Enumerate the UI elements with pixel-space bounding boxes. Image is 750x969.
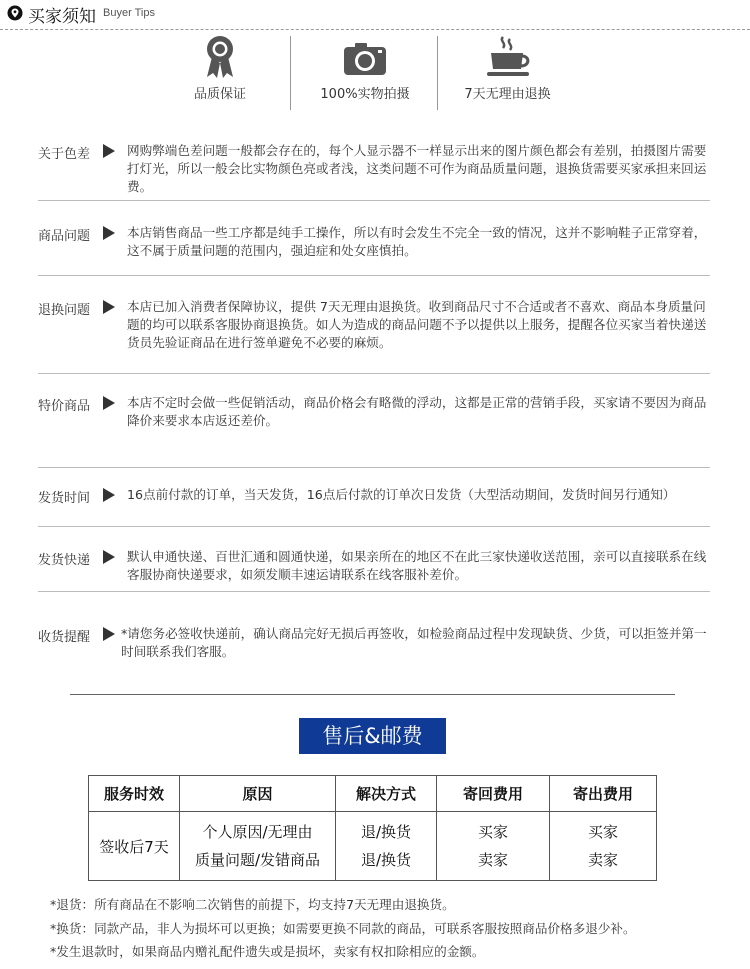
reason-value: 质量问题/发错商品 [194, 851, 321, 869]
solution-value: 退/换货 [360, 823, 412, 841]
tip-text: 本店不定时会做一些促销活动，商品价格会有略微的浮动，这都是正常的营销手段，买家请不要因为商品降价来要求本店返还差价。 [127, 395, 707, 428]
send-fee-value: 买家 [587, 823, 618, 841]
reason-value: 个人原因/无理由 [202, 823, 313, 841]
row-divider [38, 275, 710, 276]
table-header: 解决方式 [336, 776, 437, 812]
row-divider [38, 467, 710, 468]
table-header: 原因 [180, 776, 336, 812]
tip-text: 默认申通快递、百世汇通和圆通快递，如果亲所在的地区不在此三家快递收送范围，亲可以直接联系在线客服协商快递要求，如须发顺丰速运请联系在线客服补差价。 [127, 549, 707, 582]
tip-text: 本店已加入消费者保障协议，提供 7天无理由退换货。收到商品尺寸不合适或者不喜欢、商品本身质量问题的均可以联系客服协商退换货。如人为造成的商品问题不予以提供以上服务，提醒各位买家当着快递送货员先验证商品在进行签单避免不必要的麻烦。 [127, 299, 707, 350]
feature-return [455, 35, 560, 115]
fee-table [88, 775, 657, 881]
send-fee-value: 卖家 [587, 851, 618, 869]
tip-label: 收货提醒 [38, 630, 91, 645]
section-divider [70, 694, 675, 695]
play-arrow-icon [103, 550, 115, 564]
feature-divider [290, 36, 291, 110]
row-divider [38, 373, 710, 374]
feature-quality [180, 35, 260, 115]
ribbon-medal-icon [203, 35, 237, 79]
page-title: 买家须知 [28, 7, 96, 27]
return-fee-cell [437, 812, 550, 881]
tip-text: 16点前付款的订单，当天发货，16点后付款的订单次日发货（大型活动期间，发货时间另行通知） [127, 487, 676, 502]
tip-label: 商品问题 [38, 229, 91, 244]
page-subtitle: Buyer Tips [103, 7, 155, 19]
tip-text: 本店销售商品一些工序都是纯手工操作，所以有时会发生不完全一致的情况，这并不影响鞋子正常穿着，这不属于质量问题的范围内，强迫症和处女座慎拍。 [127, 225, 707, 258]
send-fee-cell [550, 812, 657, 881]
tip-text: *请您务必签收快递前，确认商品完好无损后再签收，如检验商品过程中发现缺货、少货，可以拒签并第一时间联系我们客服。 [121, 626, 707, 659]
header-divider [0, 29, 750, 30]
coffee-cup-icon [485, 35, 531, 79]
solution-cell [336, 812, 437, 881]
policy-note: *换货：同款产品，非人为损坏可以更换；如需要更换不同款的商品，可联系客服按照商品价格多退少补。 [50, 921, 636, 936]
feature-photo [310, 35, 420, 115]
table-header: 寄出费用 [550, 776, 657, 812]
camera-icon [342, 35, 388, 79]
return-fee-value: 买家 [477, 823, 508, 841]
tip-label: 发货快递 [38, 553, 91, 568]
tip-label: 特价商品 [38, 399, 91, 414]
play-arrow-icon [103, 488, 115, 502]
feature-label: 品质保证 [193, 87, 246, 102]
period-cell: 签收后7天 [89, 812, 180, 881]
reason-cell [180, 812, 336, 881]
play-arrow-icon [103, 226, 115, 240]
return-fee-value: 卖家 [477, 851, 508, 869]
solution-value: 退/换货 [360, 851, 412, 869]
table-row [89, 812, 657, 881]
section-title: 售后&邮费 [299, 718, 446, 754]
feature-label: 100%实物拍摄 [320, 87, 410, 102]
row-divider [38, 591, 710, 592]
tip-label: 退换问题 [38, 303, 91, 318]
policy-note: *发生退款时，如果商品内赠礼配件遗失或是损坏，卖家有权扣除相应的金额。 [50, 944, 485, 959]
play-arrow-icon [103, 396, 115, 410]
feature-label: 7天无理由退换 [464, 87, 551, 102]
table-header: 服务时效 [89, 776, 180, 812]
location-pin-icon [7, 5, 23, 21]
policy-note: *退货：所有商品在不影响二次销售的前提下，均支持7天无理由退换货。 [50, 897, 455, 912]
play-arrow-icon [103, 300, 115, 314]
play-arrow-icon [103, 627, 115, 641]
table-header-row [89, 776, 657, 812]
table-header: 寄回费用 [437, 776, 550, 812]
row-divider [38, 526, 710, 527]
feature-divider [437, 36, 438, 110]
tip-label: 发货时间 [38, 491, 91, 506]
play-arrow-icon [103, 144, 115, 158]
row-divider [38, 200, 710, 201]
tip-text: 网购弊端色差问题一般都会存在的，每个人显示器不一样显示出来的图片颜色都会有差别，拍摄图片需要打灯光，所以一般会比实物颜色亮或者浅，这类问题不可作为商品质量问题，退换货需要买家承担来回运费。 [127, 143, 707, 194]
tip-label: 关于色差 [38, 147, 91, 162]
